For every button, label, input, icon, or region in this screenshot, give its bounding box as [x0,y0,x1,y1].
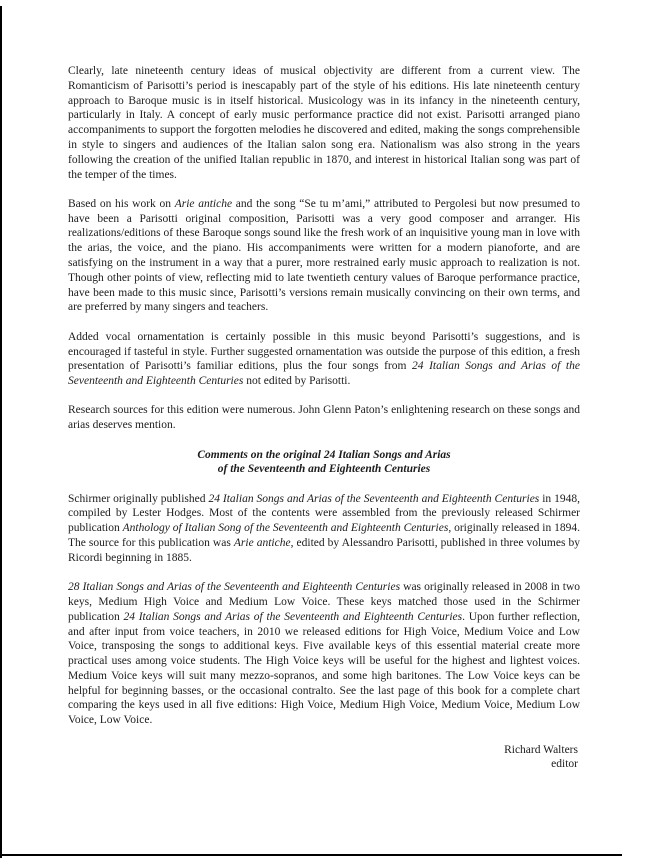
text-segment: 24 Italian Songs and Arias of the Seventeenth and Eighteenth Centuries [208,492,540,505]
section-heading-line2: of the Seventeenth and Eighteenth Centuries [217,463,431,476]
text-segment: Arie antiche [233,537,291,550]
editor-signature [68,743,580,773]
text-segment: not edited by Parisotti. [243,375,351,388]
text-segment: , originally released in 1894. The source for this publication was [68,522,580,550]
text-segment: Research sources for this edition were numerous. John Glenn Paton’s enlightening research on these songs and arias deserves mention. [68,404,580,432]
text-segment: 28 Italian Songs and Arias of the Seventeenth and Eighteenth Centuries [68,581,401,594]
text-segment: in 1948, compiled by Lester Hodges. Most of the contents were assembled from the previously released Schirmer publication [68,492,581,535]
paragraph-4 [68,403,580,433]
text-segment: was originally released in 2008 in two keys, Medium High Voice and Medium Low Voice. These keys matched those used in the Schirmer publication [68,581,581,623]
editor-role: editor [551,758,578,771]
text-segment: Anthology of Italian Song of the Seventeenth and Eighteenth Centuries [122,522,449,535]
editor-name: Richard Walters [504,743,578,756]
section-heading [68,448,580,478]
section-heading-line1: Comments on the original 24 Italian Songs and Arias [197,448,451,461]
text-segment: 24 Italian Songs and Arias of the Seventeenth and Eighteenth Centuries [123,610,463,623]
page-content [68,64,580,772]
text-segment: Arie antiche [174,197,233,210]
paragraph-2 [68,197,580,315]
text-segment: Clearly, late nineteenth century ideas of musical objectivity are different from a current view. The Romanticism of Parisotti’s period is inescapably part of the style of his editions. His late nineteenth century approach to Baroque music is in itself historical. Musicology was in its infancy in the nineteenth century, particularly in Italy. A concept of early music performance practice did not exist. Parisotti arranged piano accompaniments to support the forgotten melodies he discovered and edited, making the songs comprehensible in style to singers and audiences of the Italian salon song era. Nationalism was also strong in the years following the creation of the unified Italian republic in 1870, and interest in historical Italian song was part of the temper of the times. [68,65,580,181]
text-segment: Schirmer originally published [68,492,209,505]
paragraph-3 [68,330,580,389]
paragraph-6 [68,580,580,728]
scan-edge-bottom [0,854,622,856]
text-segment: . Upon further reflection, and after input from voice teachers, in 2010 we released editions for High Voice, Medium Voice and Low Voice, transposing the songs to additional keys. Five available keys of this essential material create more practical uses among voice students. The High Voice keys will be useful for the highest and lightest voices. Medium Voice keys will suit many mezzo-sopranos, and some high baritones. The Low Voice keys can be helpful for beginning basses, or the occasional contralto. See the last page of this book for a complete chart comparing the keys used in all five editions: High Voice, Medium High Voice, Medium Voice, Medium Low Voice, Low Voice. [68,610,580,727]
text-segment: Based on his work on [68,197,175,210]
paragraph-1 [68,64,580,182]
scan-edge-left [0,6,2,858]
text-segment: 24 Italian Songs and Arias of the Seventeenth and Eighteenth Centuries [68,360,580,388]
text-segment: and the song “Se tu m’ami,” attributed to Pergolesi but now presumed to have been a Parisotti original composition, Parisotti was a very good composer and arranger. His realizations/editions of these Baroque songs sound like the fresh work of an inquisitive young man in love with the arias, the voice, and the piano. His accompaniments were written for a modern pianoforte, and are satisfying on the instrument in a way that a purer, more restrained early music approach to realization is not. Though other points of view, reflecting mid to late twentieth century values of Baroque performance practice, have been made to this music since, Parisotti’s versions remain musically convincing on their own terms, and are preferred by many singers and teachers. [68,197,580,314]
paragraph-5 [68,492,580,566]
text-segment: , edited by Alessandro Parisotti, published in three volumes by Ricordi beginning in 1885. [68,537,581,564]
text-segment: Added vocal ornamentation is certainly possible in this music beyond Parisotti’s suggestions, and is encouraged if tasteful in style. Further suggested ornamentation was outside the purpose of this edition, a fresh presentation of Parisotti’s familiar editions, plus the four songs from [68,330,580,373]
